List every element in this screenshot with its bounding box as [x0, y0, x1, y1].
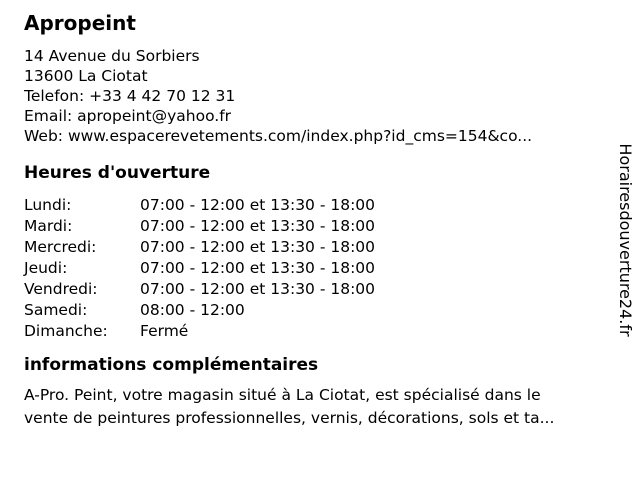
hours-value: 07:00 - 12:00 et 13:30 - 18:00 [140, 196, 376, 214]
info-text-line: A-Pro. Peint, votre magasin situé à La Ciotat, est spécialisé dans le [24, 386, 541, 404]
day-label: Mercredi: [24, 238, 97, 256]
additional-info-paragraph [24, 384, 640, 430]
website-line: Web: www.espacerevetements.com/index.php?id_cms=154&co... [24, 127, 533, 145]
hours-row-tuesday [24, 216, 640, 237]
additional-info-title: informations complémentaires [24, 355, 319, 375]
day-label: Vendredi: [24, 280, 98, 298]
hours-value: 07:00 - 12:00 et 13:30 - 18:00 [140, 259, 376, 277]
hours-value: 07:00 - 12:00 et 13:30 - 18:00 [140, 238, 376, 256]
phone-line: Telefon: +33 4 42 70 12 31 [24, 87, 236, 105]
day-label: Samedi: [24, 301, 88, 319]
address-line-1: 14 Avenue du Sorbiers [24, 47, 200, 65]
day-label: Jeudi: [24, 259, 68, 277]
business-name: Apropeint [24, 11, 136, 35]
address-line-2: 13600 La Ciotat [24, 67, 148, 85]
site-watermark-vertical: Horairesdouverture24.fr [616, 143, 635, 337]
hours-row-wednesday [24, 237, 640, 258]
day-label: Lundi: [24, 196, 72, 214]
hours-value: 07:00 - 12:00 et 13:30 - 18:00 [140, 280, 376, 298]
hours-row-saturday [24, 300, 640, 321]
email-line: Email: apropeint@yahoo.fr [24, 107, 232, 125]
hours-value: 08:00 - 12:00 [140, 301, 245, 319]
hours-value: 07:00 - 12:00 et 13:30 - 18:00 [140, 217, 376, 235]
opening-hours-title: Heures d'ouverture [24, 163, 211, 183]
hours-row-friday [24, 279, 640, 300]
hours-row-sunday [24, 321, 640, 342]
day-label: Mardi: [24, 217, 73, 235]
day-label: Dimanche: [24, 322, 108, 340]
info-text-line: vente de peintures professionnelles, vernis, décorations, sols et ta... [24, 409, 555, 427]
contact-block [24, 46, 640, 146]
opening-hours-table [24, 195, 640, 342]
hours-row-monday [24, 195, 640, 216]
hours-value: Fermé [140, 322, 189, 340]
hours-row-thursday [24, 258, 640, 279]
